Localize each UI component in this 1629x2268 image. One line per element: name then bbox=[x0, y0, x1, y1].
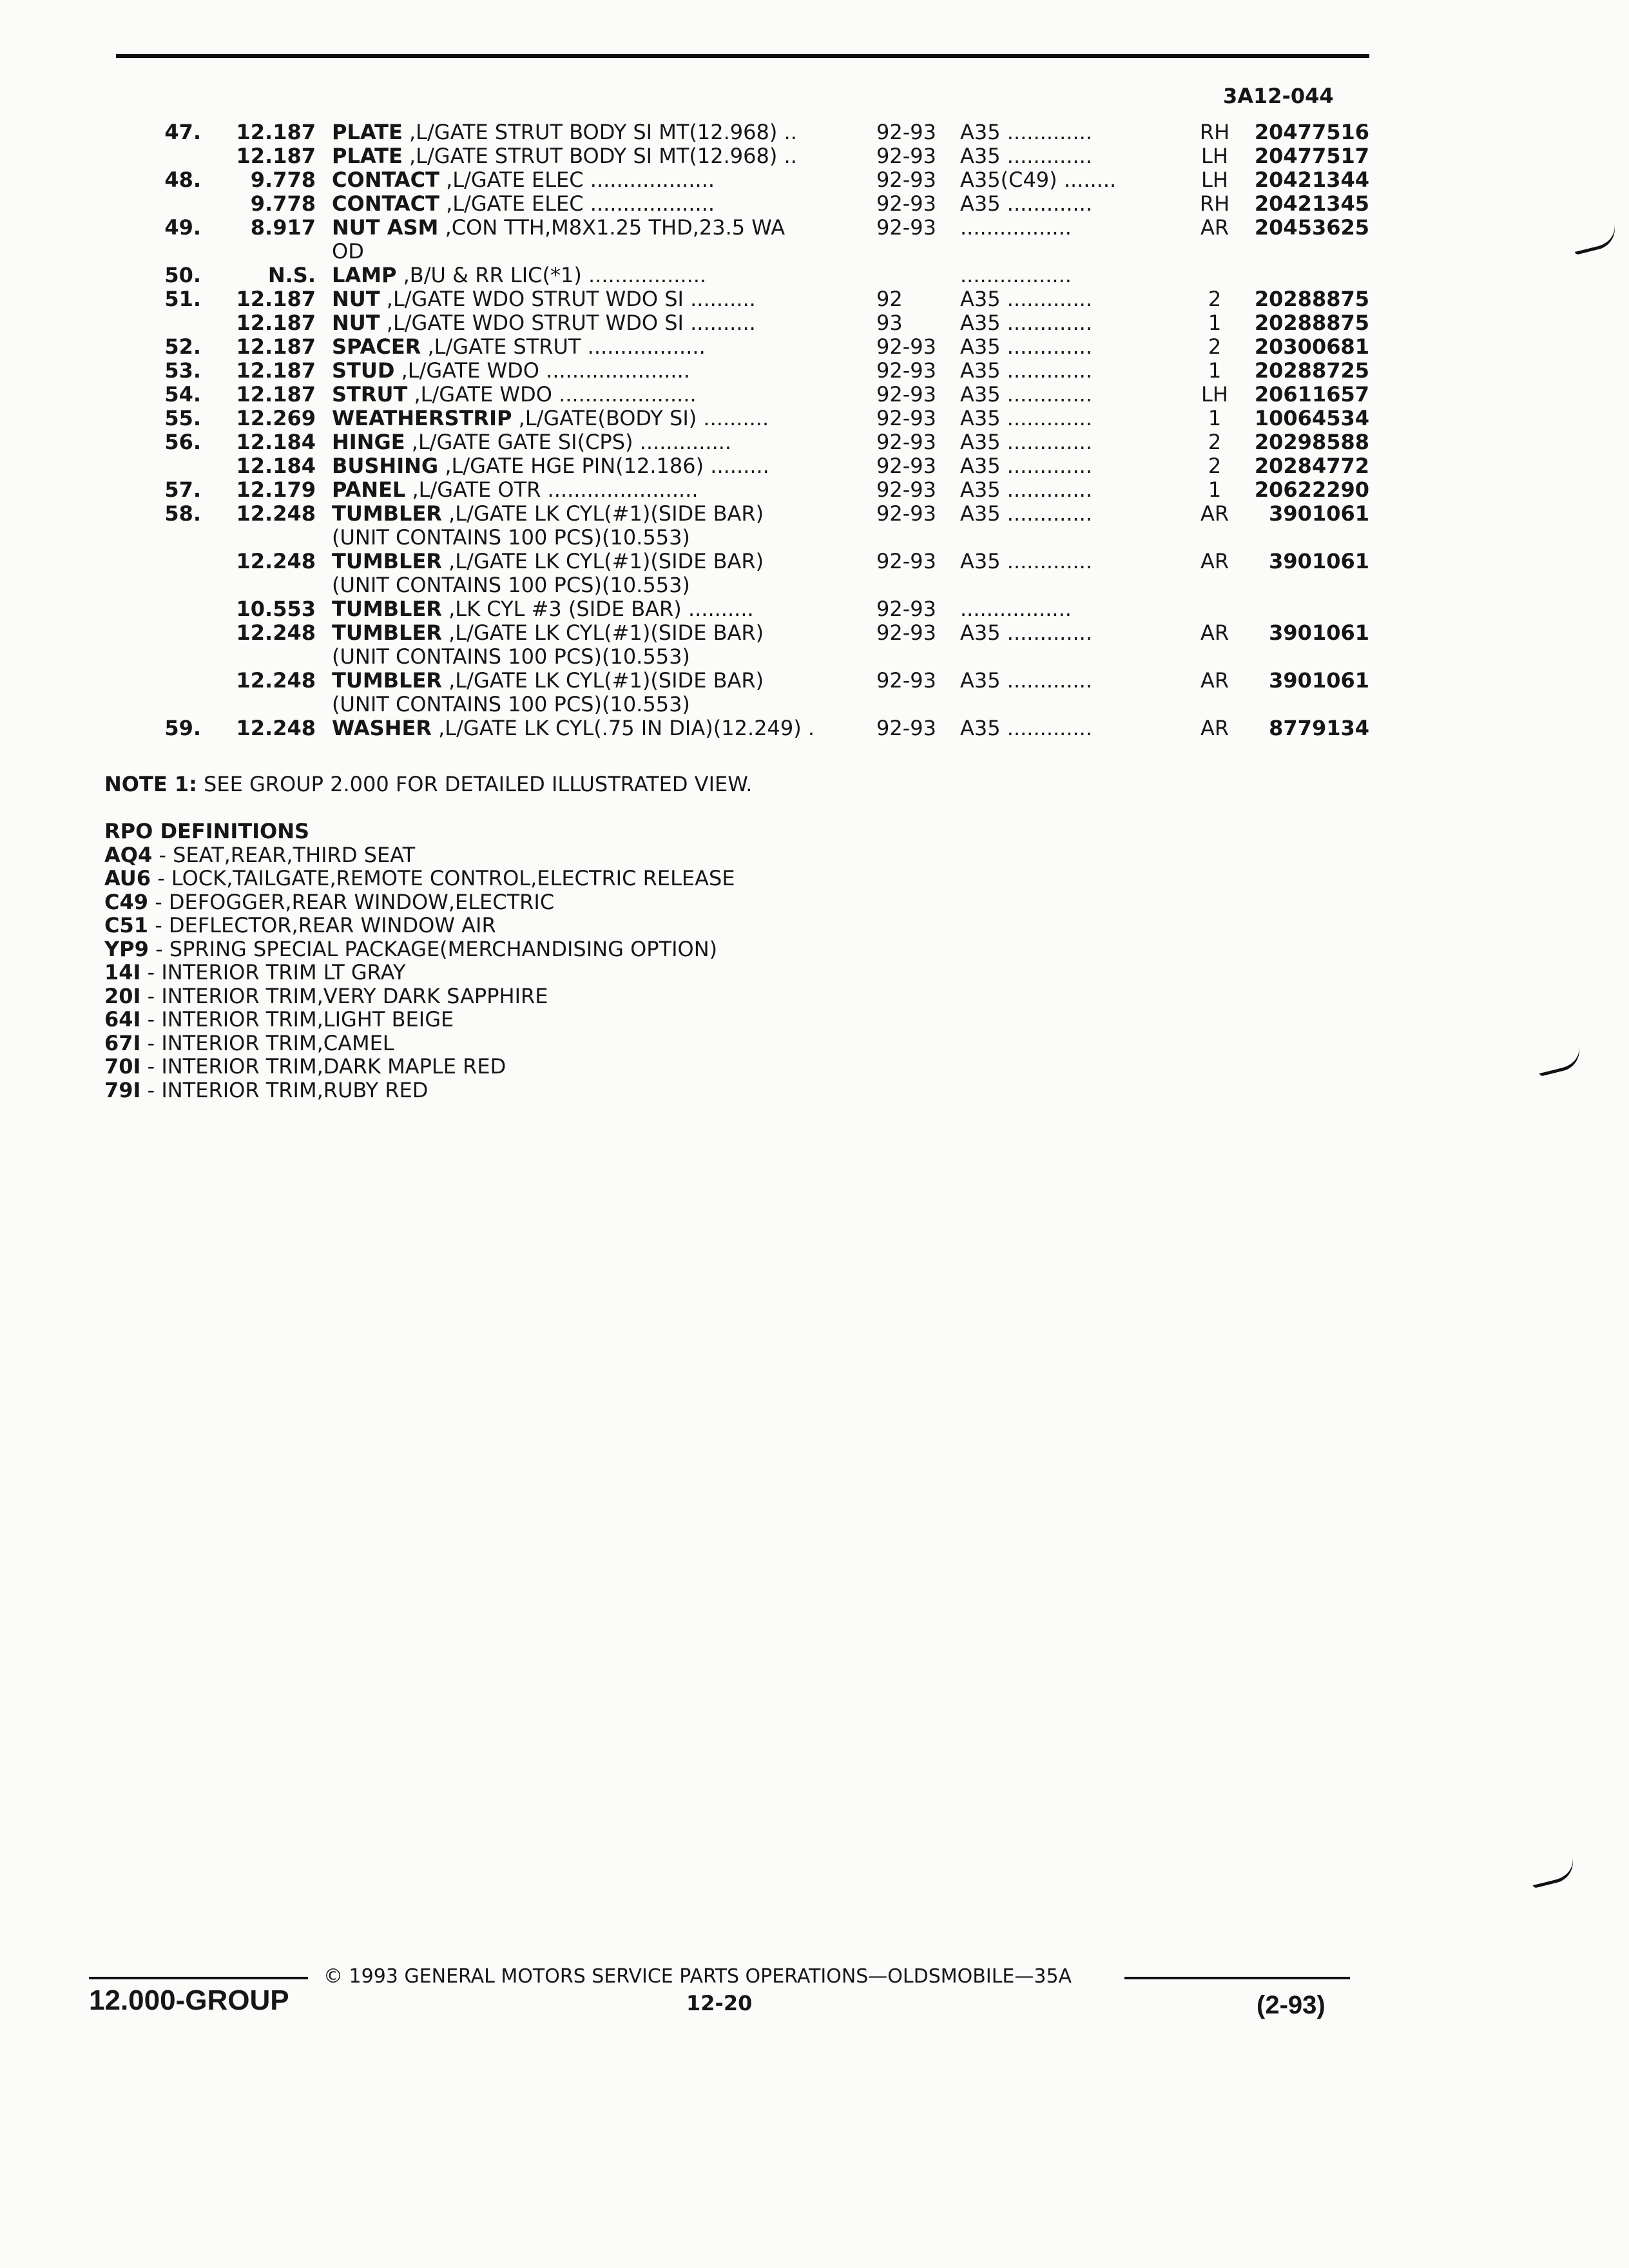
note bbox=[104, 772, 752, 796]
rpo-text: - INTERIOR TRIM,RUBY RED bbox=[140, 1077, 429, 1102]
quantity: 1 bbox=[1208, 311, 1222, 335]
footer-group: 12.000-GROUP bbox=[89, 1984, 289, 2016]
part-number: 8779134 bbox=[1269, 716, 1369, 740]
rpo-code: 79I bbox=[104, 1077, 141, 1102]
part-description bbox=[332, 287, 860, 311]
rpo-code: A35 ............. bbox=[960, 120, 1093, 144]
group-number: 12.179 bbox=[236, 477, 316, 502]
part-detail: ,L/GATE STRUT .................. bbox=[421, 334, 706, 359]
part-number: 3901061 bbox=[1269, 549, 1369, 573]
rpo-definition bbox=[104, 890, 735, 914]
group-number: 12.184 bbox=[236, 430, 316, 454]
part-row bbox=[0, 311, 1629, 334]
part-name: WEATHERSTRIP bbox=[332, 406, 512, 430]
part-number: 20477516 bbox=[1254, 120, 1369, 144]
part-name: PLATE bbox=[332, 120, 403, 144]
part-name: HINGE bbox=[332, 430, 405, 454]
model-year: 92-93 bbox=[876, 120, 936, 144]
part-number: 20421344 bbox=[1254, 168, 1369, 192]
item-number: 50. bbox=[164, 263, 201, 287]
part-detail: ,L/GATE GATE SI(CPS) .............. bbox=[405, 430, 732, 454]
part-number: 20288725 bbox=[1254, 358, 1369, 383]
rpo-definitions bbox=[104, 820, 735, 1102]
rpo-definition bbox=[104, 1008, 735, 1032]
part-row bbox=[0, 668, 1629, 692]
group-number: 12.187 bbox=[236, 382, 316, 407]
model-year: 92-93 bbox=[876, 549, 936, 573]
rpo-definition bbox=[104, 1079, 735, 1102]
group-number: 10.553 bbox=[236, 597, 316, 621]
quantity: AR bbox=[1200, 215, 1229, 240]
part-detail: ,CON TTH,M8X1.25 THD,23.5 WA bbox=[438, 215, 786, 240]
part-detail: ,LK CYL #3 (SIDE BAR) .......... bbox=[441, 597, 754, 621]
item-number: 51. bbox=[164, 287, 201, 311]
part-name: CONTACT bbox=[332, 168, 439, 192]
part-description bbox=[332, 597, 860, 621]
model-year: 92-93 bbox=[876, 215, 936, 240]
part-name: SPACER bbox=[332, 334, 421, 359]
part-number: 3901061 bbox=[1269, 620, 1369, 645]
rpo-code: AQ4 bbox=[104, 842, 153, 867]
part-detail: ,L/GATE WDO STRUT WDO SI .......... bbox=[380, 287, 756, 311]
part-detail: ,L/GATE LK CYL(#1)(SIDE BAR) bbox=[441, 549, 764, 573]
rpo-text: - SPRING SPECIAL PACKAGE(MERCHANDISING OPTION) bbox=[148, 936, 718, 961]
quantity: 2 bbox=[1208, 430, 1222, 454]
quantity: 2 bbox=[1208, 287, 1222, 311]
top-rule bbox=[116, 54, 1369, 58]
rpo-definition bbox=[104, 1032, 735, 1055]
part-row bbox=[0, 287, 1629, 311]
page-code: 3A12-044 bbox=[1223, 84, 1334, 108]
rpo-definition bbox=[104, 961, 735, 985]
rpo-code: ................. bbox=[960, 263, 1072, 287]
part-description bbox=[332, 692, 860, 716]
group-number: 12.187 bbox=[236, 287, 316, 311]
quantity: AR bbox=[1200, 668, 1229, 693]
part-description bbox=[332, 382, 860, 407]
part-row bbox=[0, 549, 1629, 573]
part-detail: ,L/GATE WDO ...................... bbox=[394, 358, 690, 383]
part-row bbox=[0, 215, 1629, 239]
part-row bbox=[0, 406, 1629, 430]
part-detail: ,L/GATE LK CYL(#1)(SIDE BAR) bbox=[441, 620, 764, 645]
part-description bbox=[332, 191, 860, 216]
part-name: LAMP bbox=[332, 263, 397, 287]
part-row bbox=[0, 597, 1629, 620]
model-year: 92-93 bbox=[876, 144, 936, 168]
part-description bbox=[332, 454, 860, 478]
part-description bbox=[332, 406, 860, 430]
part-detail: ,L/GATE OTR ....................... bbox=[405, 477, 699, 502]
part-description bbox=[332, 215, 860, 240]
rpo-text: - INTERIOR TRIM,VERY DARK SAPPHIRE bbox=[140, 983, 548, 1008]
group-number: 12.248 bbox=[236, 549, 316, 573]
group-number: 9.778 bbox=[250, 168, 316, 192]
model-year: 92-93 bbox=[876, 168, 936, 192]
part-description bbox=[332, 477, 860, 502]
model-year: 92-93 bbox=[876, 477, 936, 502]
part-name: BUSHING bbox=[332, 454, 439, 478]
part-detail: ,L/GATE LK CYL(#1)(SIDE BAR) bbox=[441, 668, 764, 693]
rpo-code: C49 bbox=[104, 889, 149, 914]
rpo-text: - INTERIOR TRIM,DARK MAPLE RED bbox=[140, 1054, 506, 1079]
rpo-definition bbox=[104, 1055, 735, 1079]
rpo-text: - INTERIOR TRIM,CAMEL bbox=[140, 1030, 394, 1055]
rpo-code: 20I bbox=[104, 983, 141, 1008]
part-number: 3901061 bbox=[1269, 668, 1369, 693]
rpo-code: A35 ............. bbox=[960, 716, 1093, 740]
part-description bbox=[332, 668, 860, 693]
item-number: 58. bbox=[164, 501, 201, 526]
quantity: RH bbox=[1199, 120, 1230, 144]
rpo-code: A35 ............. bbox=[960, 382, 1093, 407]
part-name: NUT bbox=[332, 287, 380, 311]
footer-rule-left bbox=[89, 1977, 308, 1979]
group-number: 8.917 bbox=[250, 215, 316, 240]
part-number: 20298588 bbox=[1254, 430, 1369, 454]
quantity: LH bbox=[1201, 382, 1228, 407]
group-number: 12.248 bbox=[236, 668, 316, 693]
model-year: 92-93 bbox=[876, 358, 936, 383]
part-detail: ,L/GATE ELEC ................... bbox=[439, 168, 715, 192]
part-row bbox=[0, 382, 1629, 406]
part-description bbox=[332, 716, 860, 740]
rpo-code: A35 ............. bbox=[960, 501, 1093, 526]
rpo-code: A35 ............. bbox=[960, 620, 1093, 645]
part-row bbox=[0, 501, 1629, 525]
model-year: 92 bbox=[876, 287, 903, 311]
rpo-code: A35 ............. bbox=[960, 454, 1093, 478]
part-number: 3901061 bbox=[1269, 501, 1369, 526]
rpo-text: - INTERIOR TRIM LT GRAY bbox=[140, 960, 406, 985]
part-row bbox=[0, 573, 1629, 597]
model-year: 92-93 bbox=[876, 668, 936, 693]
part-detail: ,L/GATE STRUT BODY SI MT(12.968) .. bbox=[402, 120, 797, 144]
rpo-code: A35 ............. bbox=[960, 287, 1093, 311]
footer-date: (2-93) bbox=[1257, 1991, 1325, 2019]
rpo-code: 70I bbox=[104, 1054, 141, 1079]
part-name: CONTACT bbox=[332, 191, 439, 216]
part-description bbox=[332, 263, 860, 287]
rpo-code: AU6 bbox=[104, 866, 151, 890]
item-number: 59. bbox=[164, 716, 201, 740]
note-label: NOTE 1: bbox=[104, 772, 197, 796]
part-number: 20288875 bbox=[1254, 287, 1369, 311]
quantity: AR bbox=[1200, 620, 1229, 645]
part-name: NUT ASM bbox=[332, 215, 439, 240]
rpo-text: - LOCK,TAILGATE,REMOTE CONTROL,ELECTRIC RELEASE bbox=[151, 866, 735, 890]
part-number: 20622290 bbox=[1254, 477, 1369, 502]
part-description bbox=[332, 549, 860, 573]
rpo-code: A35 ............. bbox=[960, 144, 1093, 168]
part-description bbox=[332, 501, 860, 526]
part-row bbox=[0, 168, 1629, 191]
footer-copyright: © 1993 GENERAL MOTORS SERVICE PARTS OPERATIONS—OLDSMOBILE—35A bbox=[323, 1965, 1072, 1988]
item-number: 53. bbox=[164, 358, 201, 383]
part-row bbox=[0, 620, 1629, 644]
part-row bbox=[0, 144, 1629, 168]
rpo-code: A35(C49) ........ bbox=[960, 168, 1117, 192]
part-detail: (UNIT CONTAINS 100 PCS)(10.553) bbox=[332, 644, 690, 669]
part-description bbox=[332, 358, 860, 383]
part-detail: ,L/GATE LK CYL(#1)(SIDE BAR) bbox=[441, 501, 764, 526]
model-year: 92-93 bbox=[876, 382, 936, 407]
part-description bbox=[332, 573, 860, 597]
model-year: 93 bbox=[876, 311, 903, 335]
model-year: 92-93 bbox=[876, 406, 936, 430]
part-detail: ,B/U & RR LIC(*1) .................. bbox=[396, 263, 707, 287]
group-number: 12.248 bbox=[236, 716, 316, 740]
group-number: 12.187 bbox=[236, 144, 316, 168]
quantity: LH bbox=[1201, 144, 1228, 168]
part-name: TUMBLER bbox=[332, 549, 442, 573]
model-year: 92-93 bbox=[876, 597, 936, 621]
part-detail: ,L/GATE STRUT BODY SI MT(12.968) .. bbox=[402, 144, 797, 168]
part-description bbox=[332, 620, 860, 645]
rpo-text: - DEFOGGER,REAR WINDOW,ELECTRIC bbox=[148, 889, 555, 914]
rpo-code: A35 ............. bbox=[960, 191, 1093, 216]
quantity: AR bbox=[1200, 501, 1229, 526]
part-name: TUMBLER bbox=[332, 620, 442, 645]
rpo-text: - DEFLECTOR,REAR WINDOW AIR bbox=[148, 913, 496, 937]
part-number: 20453625 bbox=[1254, 215, 1369, 240]
part-detail: (UNIT CONTAINS 100 PCS)(10.553) bbox=[332, 525, 690, 550]
rpo-definition bbox=[104, 867, 735, 890]
part-description bbox=[332, 644, 860, 669]
part-description bbox=[332, 430, 860, 454]
quantity: 2 bbox=[1208, 334, 1222, 359]
rpo-code: A35 ............. bbox=[960, 311, 1093, 335]
part-row bbox=[0, 454, 1629, 477]
part-detail: ,L/GATE WDO ..................... bbox=[407, 382, 697, 407]
part-name: TUMBLER bbox=[332, 597, 442, 621]
part-row bbox=[0, 644, 1629, 668]
item-number: 55. bbox=[164, 406, 201, 430]
part-row bbox=[0, 334, 1629, 358]
note-text: SEE GROUP 2.000 FOR DETAILED ILLUSTRATED VIEW. bbox=[197, 772, 753, 796]
part-description bbox=[332, 525, 860, 550]
model-year: 92-93 bbox=[876, 430, 936, 454]
part-number: 20421345 bbox=[1254, 191, 1369, 216]
part-description bbox=[332, 239, 860, 264]
part-row bbox=[0, 716, 1629, 740]
group-number: 12.269 bbox=[236, 406, 316, 430]
part-detail: ,L/GATE(BODY SI) .......... bbox=[512, 406, 769, 430]
quantity: 2 bbox=[1208, 454, 1222, 478]
part-row bbox=[0, 263, 1629, 287]
rpo-code: ................. bbox=[960, 597, 1072, 621]
item-number: 56. bbox=[164, 430, 201, 454]
quantity: 1 bbox=[1208, 358, 1222, 383]
rpo-list bbox=[104, 843, 735, 1102]
part-detail: ,L/GATE ELEC ................... bbox=[439, 191, 715, 216]
part-name: STUD bbox=[332, 358, 395, 383]
part-row bbox=[0, 358, 1629, 382]
part-detail: OD bbox=[332, 239, 364, 264]
rpo-code: 14I bbox=[104, 960, 141, 985]
group-number: 12.187 bbox=[236, 311, 316, 335]
part-number: 10064534 bbox=[1254, 406, 1369, 430]
group-number: 12.187 bbox=[236, 334, 316, 359]
item-number: 52. bbox=[164, 334, 201, 359]
part-row bbox=[0, 239, 1629, 263]
group-number: 12.248 bbox=[236, 501, 316, 526]
group-number: 12.187 bbox=[236, 358, 316, 383]
rpo-code: A35 ............. bbox=[960, 668, 1093, 693]
parts-list bbox=[0, 120, 1629, 740]
binder-hole-mark bbox=[1528, 1857, 1577, 1888]
part-name: TUMBLER bbox=[332, 668, 442, 693]
part-description bbox=[332, 168, 860, 192]
part-row bbox=[0, 191, 1629, 215]
rpo-definition bbox=[104, 914, 735, 937]
part-name: WASHER bbox=[332, 716, 432, 740]
model-year: 92-93 bbox=[876, 501, 936, 526]
part-description bbox=[332, 311, 860, 335]
part-detail: (UNIT CONTAINS 100 PCS)(10.553) bbox=[332, 573, 690, 597]
part-detail: ,L/GATE LK CYL(.75 IN DIA)(12.249) . bbox=[431, 716, 815, 740]
part-name: NUT bbox=[332, 311, 380, 335]
quantity: LH bbox=[1201, 168, 1228, 192]
part-row bbox=[0, 430, 1629, 454]
part-row bbox=[0, 692, 1629, 716]
rpo-title: RPO DEFINITIONS bbox=[104, 819, 310, 843]
model-year: 92-93 bbox=[876, 620, 936, 645]
rpo-definition bbox=[104, 937, 735, 961]
part-detail: ,L/GATE WDO STRUT WDO SI .......... bbox=[380, 311, 756, 335]
rpo-definition bbox=[104, 985, 735, 1008]
part-description bbox=[332, 144, 860, 168]
rpo-code: A35 ............. bbox=[960, 549, 1093, 573]
quantity: 1 bbox=[1208, 406, 1222, 430]
part-detail: ,L/GATE HGE PIN(12.186) ......... bbox=[438, 454, 769, 478]
part-row bbox=[0, 477, 1629, 501]
group-number: 12.248 bbox=[236, 620, 316, 645]
part-row bbox=[0, 120, 1629, 144]
model-year: 92-93 bbox=[876, 191, 936, 216]
part-description bbox=[332, 120, 860, 144]
item-number: 48. bbox=[164, 168, 201, 192]
rpo-code: A35 ............. bbox=[960, 477, 1093, 502]
rpo-code: A35 ............. bbox=[960, 358, 1093, 383]
quantity: AR bbox=[1200, 716, 1229, 740]
part-row bbox=[0, 525, 1629, 549]
group-number: N.S. bbox=[267, 263, 316, 287]
item-number: 47. bbox=[164, 120, 201, 144]
rpo-definition bbox=[104, 843, 735, 867]
rpo-code: A35 ............. bbox=[960, 406, 1093, 430]
quantity: 1 bbox=[1208, 477, 1222, 502]
part-detail: (UNIT CONTAINS 100 PCS)(10.553) bbox=[332, 692, 690, 716]
part-description bbox=[332, 334, 860, 359]
group-number: 9.778 bbox=[250, 191, 316, 216]
rpo-text: - INTERIOR TRIM,LIGHT BEIGE bbox=[140, 1007, 454, 1032]
model-year: 92-93 bbox=[876, 454, 936, 478]
part-name: STRUT bbox=[332, 382, 408, 407]
footer-page-number: 12-20 bbox=[686, 1991, 753, 2015]
item-number: 49. bbox=[164, 215, 201, 240]
quantity: RH bbox=[1199, 191, 1230, 216]
part-name: PANEL bbox=[332, 477, 406, 502]
part-number: 20288875 bbox=[1254, 311, 1369, 335]
part-number: 20477517 bbox=[1254, 144, 1369, 168]
item-number: 57. bbox=[164, 477, 201, 502]
part-number: 20611657 bbox=[1254, 382, 1369, 407]
rpo-code: 64I bbox=[104, 1007, 141, 1032]
rpo-code: A35 ............. bbox=[960, 430, 1093, 454]
rpo-code: A35 ............. bbox=[960, 334, 1093, 359]
rpo-code: YP9 bbox=[104, 936, 149, 961]
footer-rule-right bbox=[1124, 1977, 1350, 1979]
part-number: 20284772 bbox=[1254, 454, 1369, 478]
rpo-code: ................. bbox=[960, 215, 1072, 240]
rpo-code: C51 bbox=[104, 913, 149, 937]
part-name: PLATE bbox=[332, 144, 403, 168]
model-year: 92-93 bbox=[876, 334, 936, 359]
binder-hole-mark bbox=[1535, 1045, 1584, 1077]
part-number: 20300681 bbox=[1254, 334, 1369, 359]
quantity: AR bbox=[1200, 549, 1229, 573]
group-number: 12.184 bbox=[236, 454, 316, 478]
rpo-text: - SEAT,REAR,THIRD SEAT bbox=[152, 842, 416, 867]
rpo-code: 67I bbox=[104, 1030, 141, 1055]
model-year: 92-93 bbox=[876, 716, 936, 740]
item-number: 54. bbox=[164, 382, 201, 407]
group-number: 12.187 bbox=[236, 120, 316, 144]
part-name: TUMBLER bbox=[332, 501, 442, 526]
